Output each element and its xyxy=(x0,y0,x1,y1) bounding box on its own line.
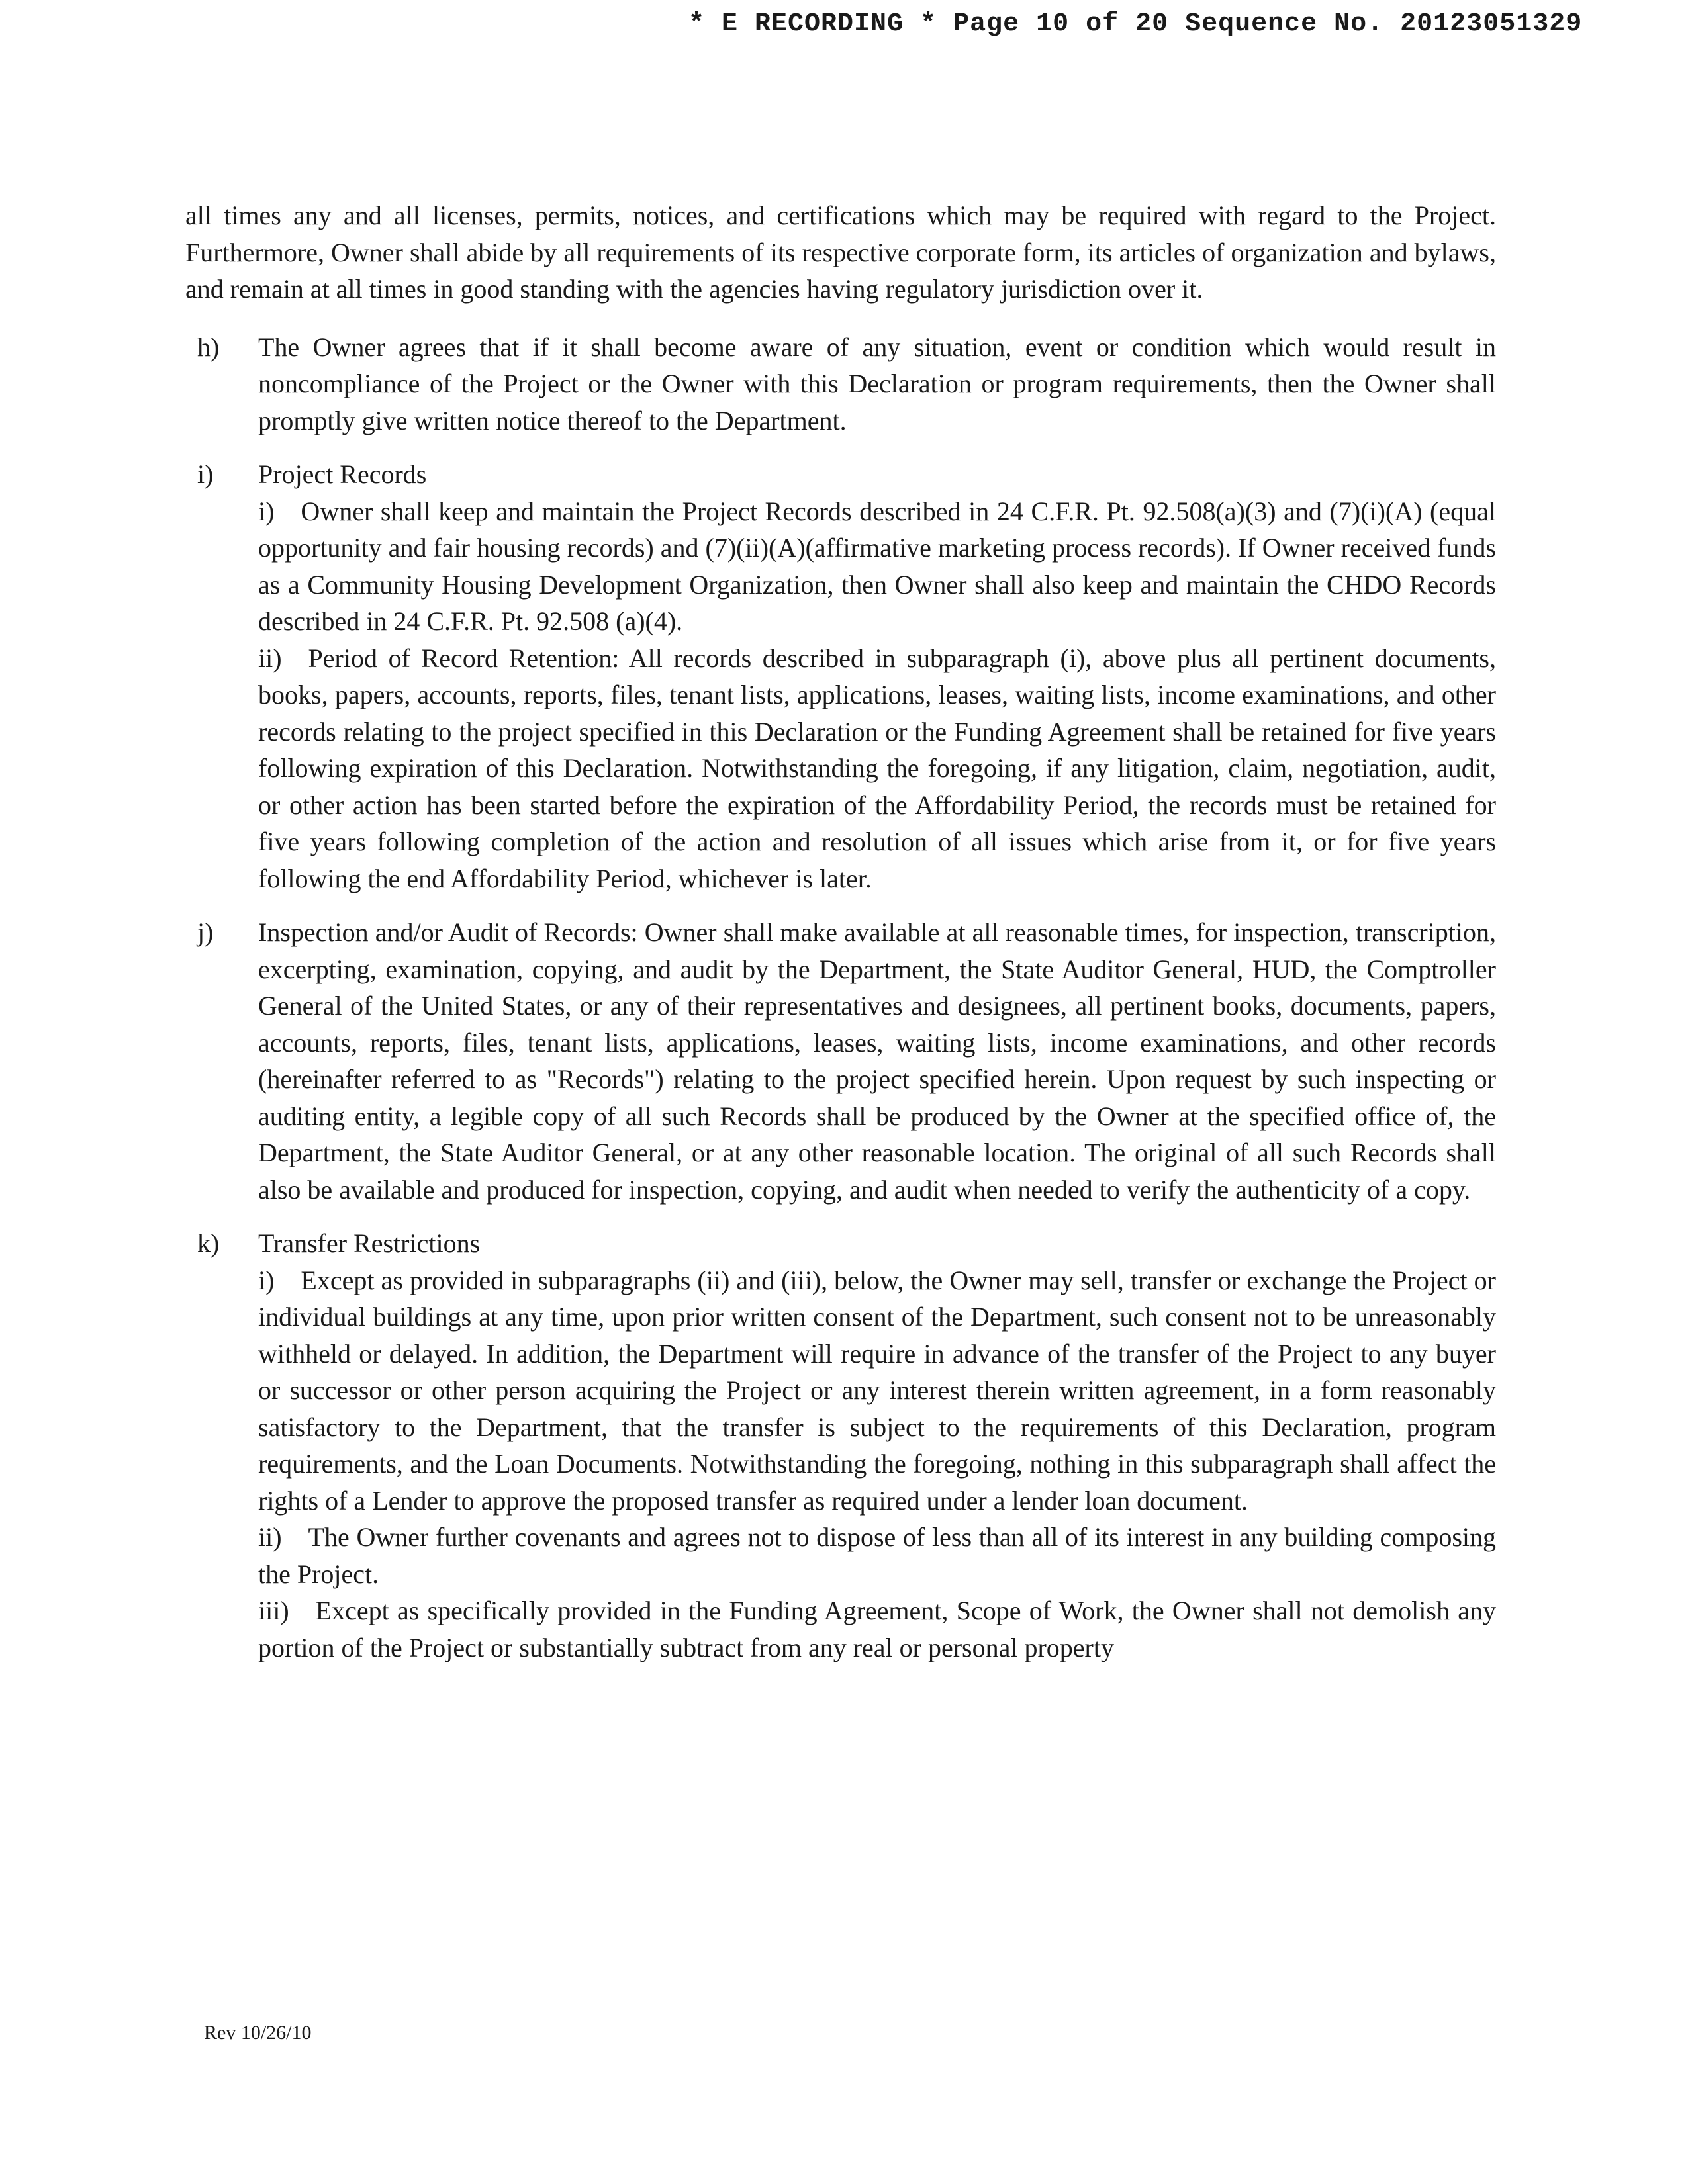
item-i xyxy=(185,456,1496,897)
item-k-subparagraph-3: iii) Except as specifically provided in the Funding Agreement, Scope of Work, the Owner shall not demolish any portion of the Project or substantially subtract from any real or personal property xyxy=(258,1596,1496,1662)
item-h xyxy=(185,329,1496,439)
item-k xyxy=(185,1225,1496,1666)
item-k-marker: k) xyxy=(197,1228,220,1258)
item-k-subparagraph-2: ii) The Owner further covenants and agrees not to dispose of less than all of its interest in any building composing the Project. xyxy=(258,1522,1496,1589)
item-i-subparagraph-2: ii) Period of Record Retention: All records described in subparagraph (i), above plus all pertinent documents, books, papers, accounts, reports, files, tenant lists, applications, leases, waiting lists, income examinations, and other records relating to the project specified in this Declaration or the Funding Agreement shall be retained for five years following expiration of this Declaration. Notwithstanding the foregoing, if any litigation, claim, negotiation, audit, or other action has been started before the expiration of the Affordability Period, the records must be retained for five years following completion of the action and resolution of all issues which arise from it, or for five years following the end Affordability Period, whichever is later. xyxy=(258,643,1496,893)
item-i-title: Project Records xyxy=(258,459,427,489)
revision-footer: Rev 10/26/10 xyxy=(204,2022,312,2044)
document-body xyxy=(185,197,1496,1666)
item-j xyxy=(185,914,1496,1208)
recording-header: * E RECORDING * Page 10 of 20 Sequence No. 20123051329 xyxy=(688,9,1583,39)
item-i-subparagraph-1: i) Owner shall keep and maintain the Project Records described in 24 C.F.R. Pt. 92.508(a)(3) and (7)(i)(A) (equal opportunity and fair housing records) and (7)(ii)(A)(affirmative marketing process records). If Owner received funds as a Community Housing Development Organization, then Owner shall also keep and maintain the CHDO Records described in 24 C.F.R. Pt. 92.508 (a)(4). xyxy=(258,496,1496,636)
item-h-text: The Owner agrees that if it shall become aware of any situation, event or condition which would result in noncompliance of the Project or the Owner with this Declaration or program requirements, then the Owner shall promptly give written notice thereof to the Department. xyxy=(258,332,1496,435)
item-k-title: Transfer Restrictions xyxy=(258,1228,481,1258)
item-i-marker: i) xyxy=(197,459,214,489)
continuation-paragraph: all times any and all licenses, permits, notices, and certifications which may be required with regard to the Project. Furthermore, Owner shall abide by all requirements of its respective corporate form, its articles of organization and bylaws, and remain at all times in good standing with the agencies having regulatory jurisdiction over it. xyxy=(185,201,1496,304)
item-h-marker: h) xyxy=(197,332,220,362)
item-k-subparagraph-1: i) Except as provided in subparagraphs (ii) and (iii), below, the Owner may sell, transfer or exchange the Project or individual buildings at any time, upon prior written consent of the Department, such consent not to be unreasonably withheld or delayed. In addition, the Department will require in advance of the transfer of the Project to any buyer or successor or other person acquiring the Project or any interest therein written agreement, in a form reasonably satisfactory to the Department, that the transfer is subject to the requirements of this Declaration, program requirements, and the Loan Documents. Notwithstanding the foregoing, nothing in this subparagraph shall affect the rights of a Lender to approve the proposed transfer as required under a lender loan document. xyxy=(258,1265,1496,1516)
item-j-text: Inspection and/or Audit of Records: Owner shall make available at all reasonable times, for inspection, transcription, excerpting, examination, copying, and audit by the Department, the State Auditor General, HUD, the Comptroller General of the United States, or any of their representatives and designees, all pertinent books, documents, papers, accounts, reports, files, tenant lists, applications, leases, waiting lists, income examinations, and other records (hereinafter referred to as "Records") relating to the project specified herein. Upon request by such inspecting or auditing entity, a legible copy of all such Records shall be produced by the Owner at the specified office of, the Department, the State Auditor General, or at any other reasonable location. The original of all such Records shall also be available and produced for inspection, copying, and audit when needed to verify the authenticity of a copy. xyxy=(258,917,1496,1205)
item-j-marker: j) xyxy=(197,917,214,947)
